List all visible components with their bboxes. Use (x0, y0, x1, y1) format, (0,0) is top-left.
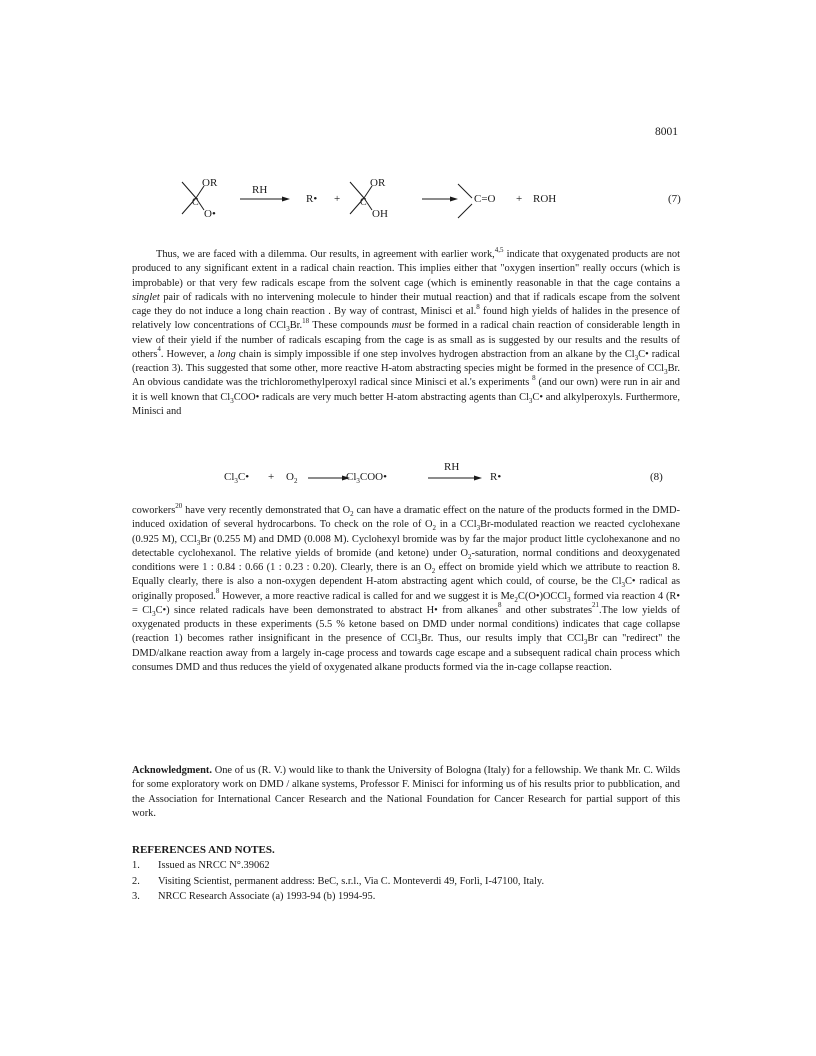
text-run: . However, a (160, 348, 218, 360)
reaction-scheme-7 (172, 178, 692, 230)
subscript: 3 (664, 368, 668, 377)
label-plus: + (516, 193, 523, 205)
label-roh: ROH (533, 193, 557, 205)
text-run: Thus, we are faced with a dilemma. Our results, in agreement with earlier work, (156, 249, 495, 260)
species-oxygen: $O_2$ (286, 471, 298, 486)
text-run: COO• radicals are very much better H-atom abstracting agents than Cl (233, 391, 529, 403)
text-run: can have a dramatic effect on the nature of the products formed in the DMD-induced oxidation of several hydrocarbons. To check on the role of O (132, 505, 680, 531)
reference-item (132, 889, 692, 905)
text-run: However, a more reactive radical is called for and we suggest it is Me (219, 590, 515, 602)
text-run: formed via reaction 4 (R• = Cl (132, 590, 680, 616)
label-plus: + (268, 471, 275, 483)
text-run: must (391, 320, 412, 332)
subscript: 2 (514, 595, 518, 604)
text-run: Br-modulated reaction we reacted cyclohexane (0.925 M), CCl (132, 519, 680, 545)
citation: 21 (592, 601, 600, 610)
species-cl3c-radical: $Cl_3C•$ (224, 471, 250, 486)
label-or: OR (202, 177, 218, 189)
subscript: 2 (468, 552, 472, 561)
subscript: 3 (152, 609, 156, 618)
bond-line (182, 182, 196, 198)
text-run: indicate that oxygenated products are not produced to any significant extent in a radical chain reaction. This implies either that "oxygen insertion" really occurs (which is improbable) or that very few radicals escape from the solvent cage (which is eminently reasonable in that the cage contains a (132, 249, 680, 289)
text-run: coworkers (132, 505, 176, 516)
body-paragraph-1 (132, 245, 681, 419)
label-reagent-rh: RH (252, 184, 268, 196)
text-run: found high yields of halides in the presence of relatively low concentrations of CCl (132, 306, 680, 332)
subscript: 3 (621, 581, 625, 590)
subscript: 3 (634, 353, 639, 362)
citation: 18 (302, 316, 310, 325)
text-run: long (217, 348, 236, 360)
text-run: in a CCl (436, 519, 477, 531)
citation: 20 (175, 501, 183, 510)
reference-text: Visiting Scientist, permanent address: BeC, s.r.l., Via C. Monteverdi 49, Forlì, I-47100, Italy. (158, 875, 545, 887)
subscript: 2 (431, 567, 436, 576)
citation: 4,5 (494, 245, 504, 254)
label-alkyl-radical: R• (306, 193, 318, 205)
subscript: 2 (432, 524, 437, 533)
arrow-head (282, 197, 290, 202)
text-run: have very recently demonstrated that O (182, 505, 351, 516)
text-run: Br. (289, 320, 303, 332)
equation-number: (8) (650, 471, 663, 483)
acknowledgment-section (132, 764, 680, 821)
scheme-7-bonds (172, 178, 692, 230)
bond-line (350, 182, 364, 198)
arrow-head (450, 197, 458, 202)
label-carbon: C (192, 197, 199, 208)
bond-line (458, 184, 472, 198)
reference-number: 1. (132, 860, 140, 871)
reaction-arrow (308, 475, 350, 481)
text-run: be formed in a radical chain reaction of considerable length in view of their yield if the number of radicals escaping from the cage is as small as is suggested by our results and the results of others (132, 320, 681, 360)
subscript: 3 (286, 325, 290, 334)
equation-number: (7) (668, 193, 681, 205)
label-reagent-rh: RH (444, 461, 460, 473)
subscript: 3 (230, 396, 234, 405)
reaction-equation-8 (224, 461, 682, 490)
reference-text: NRCC Research Associate (a) 1993-94 (b) 1994-95. (158, 891, 376, 903)
text-run: Br (0.255 M) and DMD (0.008 M). Cyclohexyl bromide was by far the major product little cyclohexanone and no detectable cyclohexanol. The relative yields of bromide (and ketone) under O (132, 533, 680, 559)
subscript: 3 (567, 595, 571, 604)
subscript: 3 (583, 638, 588, 647)
citation: 8 (497, 601, 502, 610)
page-number: 8001 (655, 126, 678, 138)
label-carbon: C (360, 197, 367, 208)
species-alkyl-radical: R• (490, 471, 502, 483)
references-list (132, 858, 692, 905)
text-run: pair of radicals with no intervening molecule to hinder their mutual reaction) and that if radicals escape from the solvent cage they do not induce a long chain reaction . By way of contrast, Minisci et al. (132, 291, 680, 317)
reaction-arrow (428, 475, 482, 481)
species-trichloromethylperoxyl: $Cl_3COO•$ (346, 471, 387, 486)
acknowledgment-heading: Acknowledgment. (132, 765, 212, 776)
subscript: 3 (476, 524, 481, 533)
text-run: -saturation, normal conditions and deoxygenated conditions were 1 : 0.84 : 0.66 (1 : 0.23 : 0.20). Clearly, there is an O (132, 547, 680, 573)
text-run: and other substrates (501, 604, 593, 616)
text-run: .The low yields of oxygenated products in these experiments (5.5 % ketone based on DMD under normal conditions) indicates that cage collapse (reaction 1) becomes rather insignificant in the presence of CCl (132, 604, 681, 645)
text-run: effect on bromide yield which we attribute to reaction 8. Equally clearly, there is also a non-oxygen dependent H-atom abstracting agent which could, of course, be the Cl (132, 562, 680, 588)
text-run: (and our own) were run in air and it is well known that Cl (132, 377, 680, 403)
text-run: These compounds (309, 320, 392, 332)
text-run: Br can "redirect" the DMD/alkane reaction away from a largely in-cage process and towards cage escape and a subsequent radical chain process which consumes DMD and thus reduces the yield of oxygenated alkane products formed via the in-cage collapse reaction. (132, 633, 681, 673)
text-run: chain is simply impossible if one step involves hydrogen abstraction from an alkane by the Cl (235, 348, 635, 360)
text-run: C• radical (reaction 3). This suggested that some other, more reactive H-atom abstracting species might be formed in the presence of CCl (132, 348, 680, 374)
text-run: C• radical as originally proposed. (132, 576, 681, 602)
reference-item (132, 858, 692, 874)
subscript: 3 (196, 538, 201, 547)
citation: 8 (532, 373, 536, 382)
citation: 8 (476, 302, 480, 311)
reference-number: 2. (132, 875, 140, 887)
bond-line (458, 204, 472, 218)
subscript: 2 (350, 510, 354, 519)
references-heading: REFERENCES AND NOTES. (132, 844, 275, 856)
citation: 8 (215, 587, 220, 596)
label-hydroxyl: OH (372, 208, 388, 220)
text-run: singlet (132, 291, 160, 303)
text-run: C(O•)OCCl (517, 590, 568, 602)
label-or: OR (370, 177, 386, 189)
label-carbonyl: C=O (474, 193, 496, 205)
text-run: C• and alkylperoxyls. Furthermore, Minisci and (132, 391, 681, 417)
text-run: Br. Thus, our results imply that CCl (420, 633, 584, 645)
body-paragraph-2 (132, 501, 681, 675)
text-run: C•) since related radicals have been demonstrated to abstract H• from alkanes (155, 604, 498, 616)
reference-item (132, 874, 692, 890)
label-plus: + (334, 193, 341, 205)
subscript: 3 (528, 396, 533, 405)
citation: 4 (157, 345, 161, 354)
subscript: 3 (417, 638, 421, 647)
reference-text: Issued as NRCC N°.39062 (158, 860, 270, 871)
reference-number: 3. (132, 891, 140, 903)
text-run: Br. An obvious candidate was the trichloromethylperoxyl radical since Minisci et al.'s experiments (132, 363, 680, 389)
label-oxyl-radical: O• (204, 208, 216, 220)
acknowledgment-text: One of us (R. V.) would like to thank the University of Bologna (Italy) for a fellowship. We thank Mr. C. Wilds for some exploratory work on DMD / alkane systems, Professor F. Minisci for informing us of his results prior to pubblication, and the Association for International Cancer Research and the National Foundation for Cancer Research for partial support of this work. (132, 765, 680, 819)
